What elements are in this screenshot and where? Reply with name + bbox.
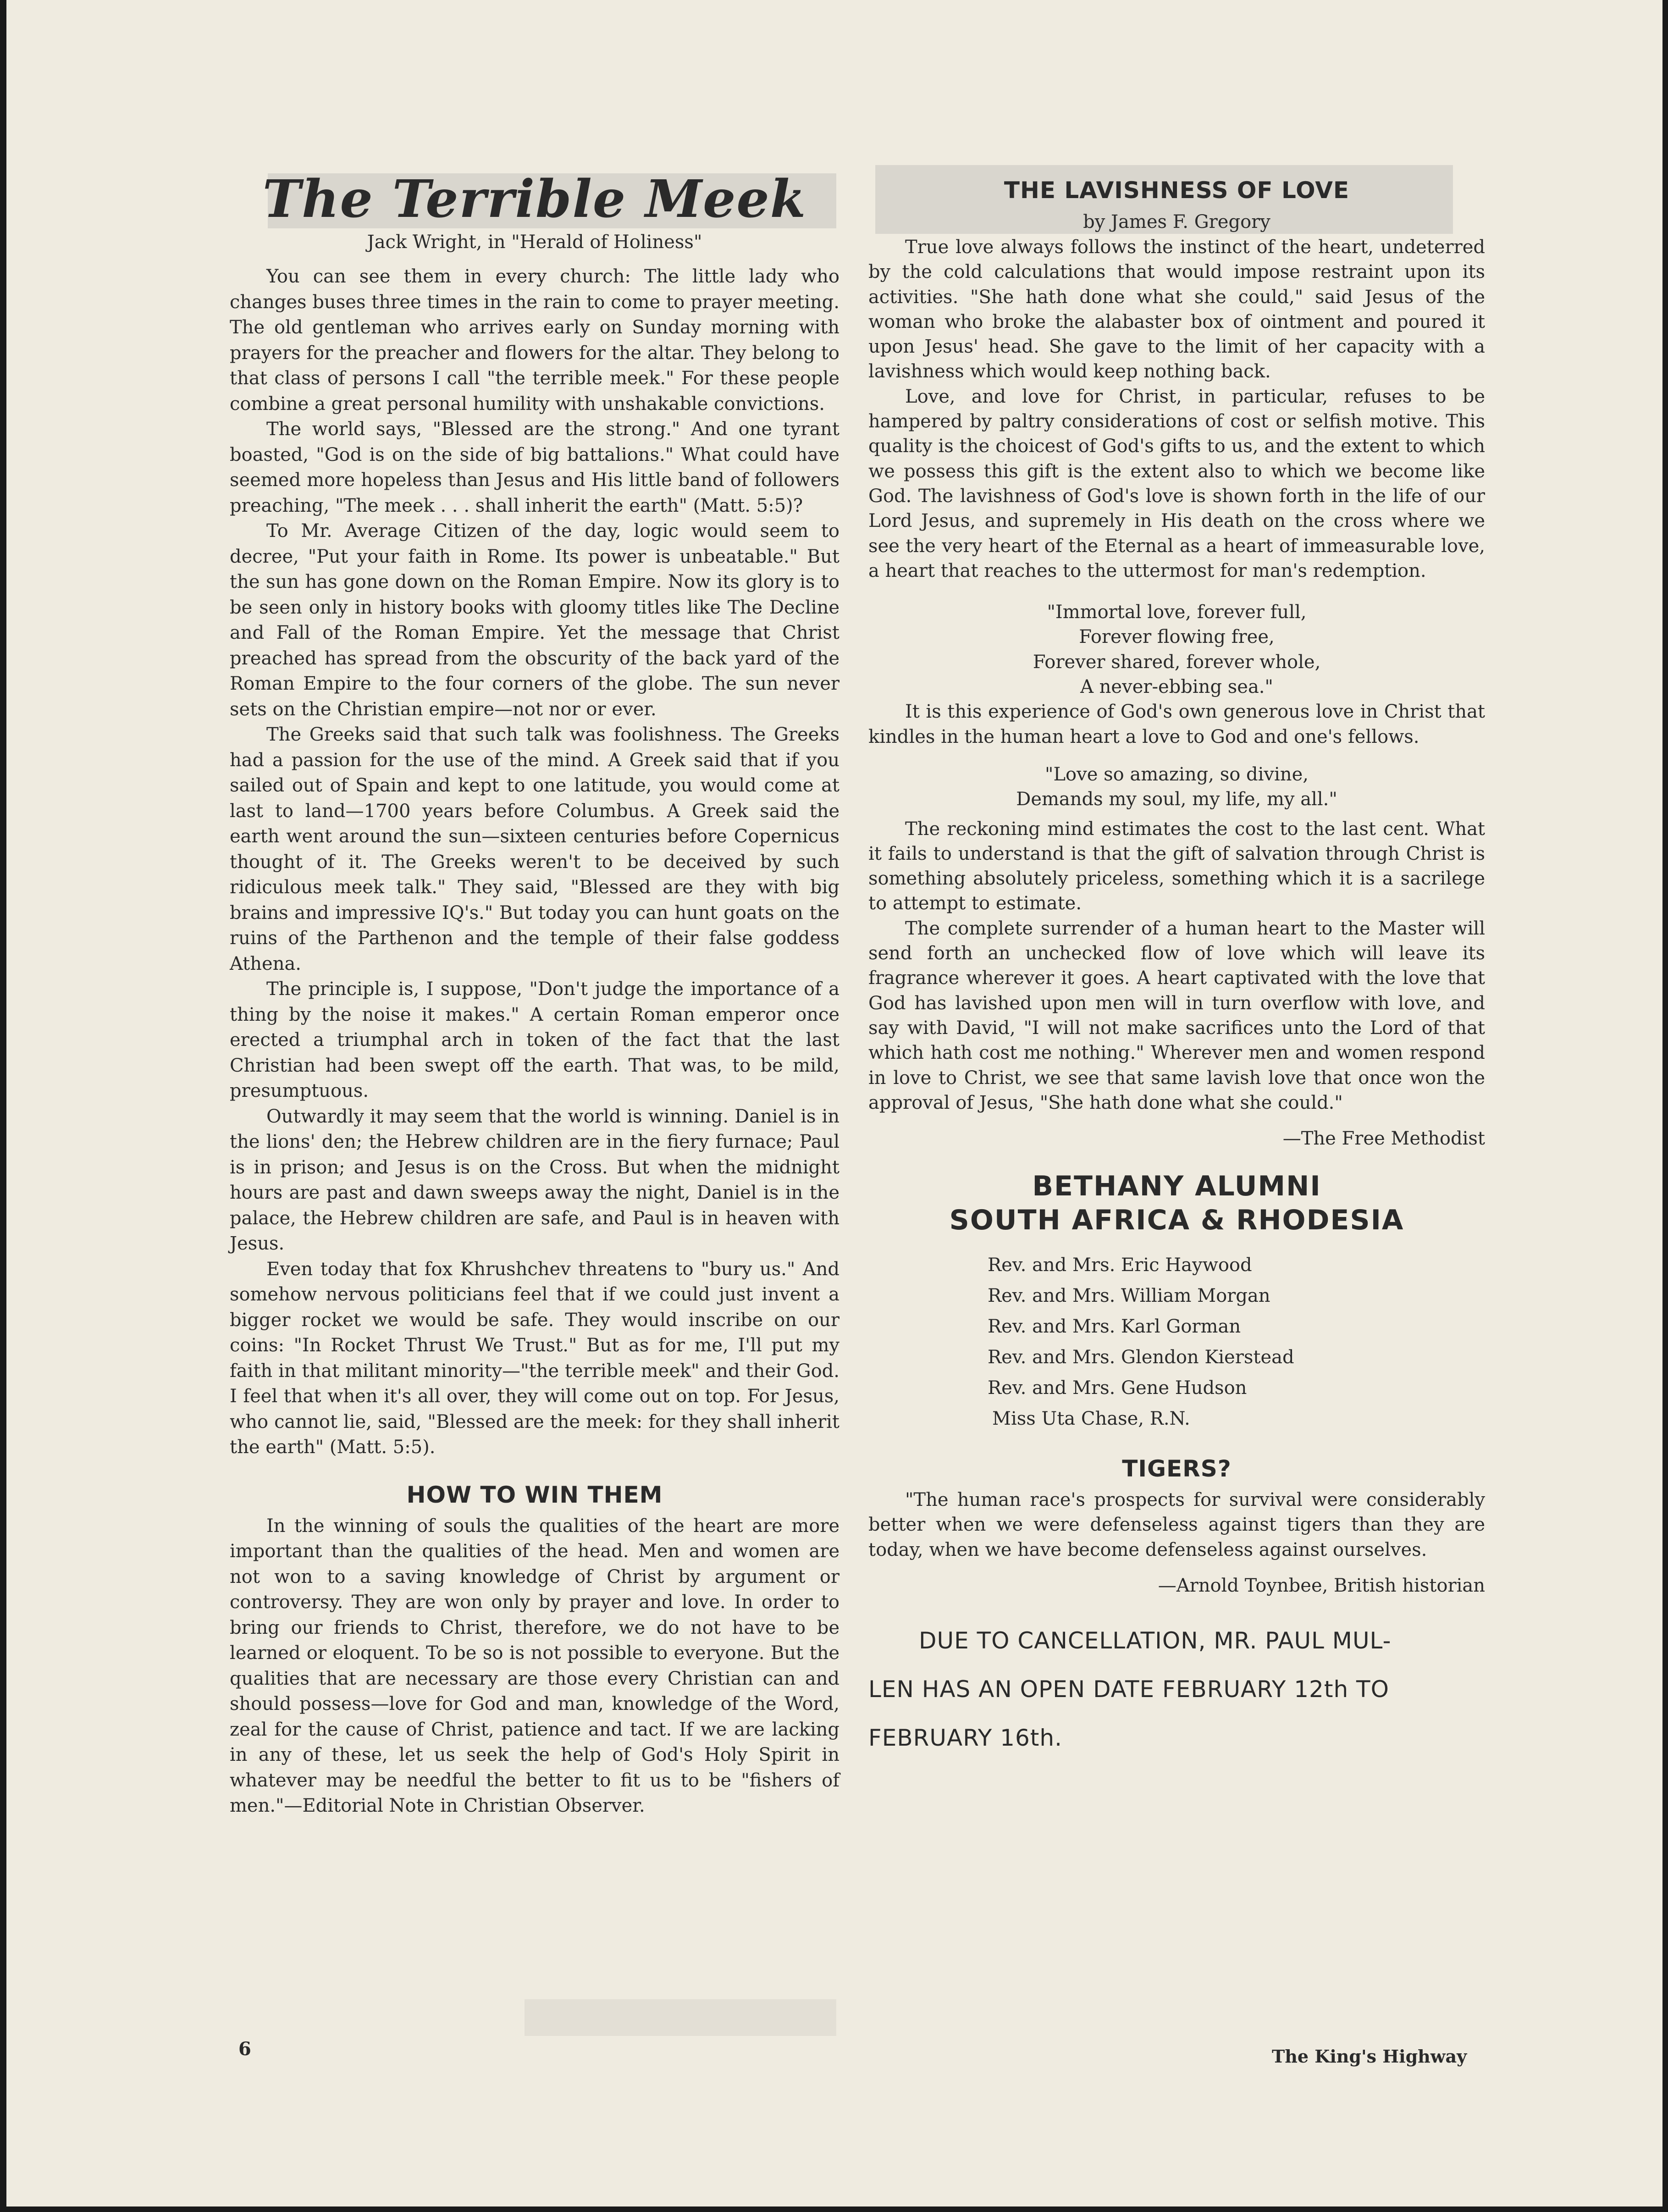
poem-line: A never-ebbing sea." [1080,676,1273,698]
alumni-name: Rev. and Mrs. Glendon Kierstead [988,1347,1294,1368]
paragraph: Outwardly it may seem that the world is winning. Daniel is in the lions' den; the Hebrew children are in the fiery furnace; Paul is in prison; and Jesus is on the Cross. But when the midnight hours are past and dawn sweeps away the night, Daniel is in the palace, the Hebrew children are safe, and Paul is in heaven with Jesus. [230,1106,840,1254]
poem-line: "Love so amazing, so divine, [1045,763,1309,785]
poem-line: Forever shared, forever whole, [1033,651,1321,673]
page-number: 6 [238,2038,251,2060]
paragraph: In the winning of souls the qualities of the heart are more important than the qualities of the head. Men and women are not won to a saving knowledge of Christ by argument or controversy. They are won only by prayer and love. In order to bring our friends to Christ, therefore, we do not have to be learned or eloquent. To be so is not possible to everyone. But the qualities that are necessary are those every Christian can and should possess—love for God and man, knowledge of the Word, zeal for the cause of Christ, patience and tact. If we are lacking in any of these, let us seek the help of God's Holy Spirit in whatever may be needful the better to fit us to be "fishers of men."—Editorial Note in Christian Observer. [230,1515,840,1816]
tigers-title: TIGERS? [1122,1455,1232,1482]
poem-line: "Immortal love, forever full, [1047,602,1307,623]
article-source: —The Free Methodist [1282,1128,1485,1150]
alumni-name: Rev. and Mrs. William Morgan [988,1285,1270,1307]
tigers-attribution: —Arnold Toynbee, British historian [1158,1575,1485,1596]
paragraph: The world says, "Blessed are the strong." And one tyrant boasted, "God is on the side of big battalions." What could have seemed more hopeless than Jesus and His little band of followers preaching, "The meek . . . shall inherit the earth" (Matt. 5:5)? [230,419,840,516]
alumni-name: Miss Uta Chase, R.N. [992,1408,1190,1430]
left-column [230,170,840,1819]
paragraph: True love always follows the instinct of the heart, undeterred by the cold calculations that would impose restraint upon its activities. "She hath done what she could," said Jesus of the woman who broke the alabaster box of ointment and poured it upon Jesus' head. She gave to the limit of her capacity with a lavishness which would keep nothing back. [868,237,1485,382]
alumni-name: Rev. and Mrs. Gene Hudson [988,1377,1247,1399]
article-title-how-to-win-them: HOW TO WIN THEM [406,1481,663,1508]
poem-quote [868,762,1485,812]
paragraph: The principle is, I suppose, "Don't judge the importance of a thing by the noise it makes." A certain Roman emperor once erected a triumphal arch in token of the fact that the last Christian had been swept off the earth. That was, to be mild, presumptuous. [230,979,840,1101]
magazine-page [6,0,1662,2206]
notice-line: LEN HAS AN OPEN DATE FEBRUARY 12th TO [868,1676,1389,1703]
tigers-quote: "The human race's prospects for survival were considerably better when we were defenseless against tigers than they are today, when we have become defenseless against ourselves. [868,1489,1485,1560]
poem-line: Forever flowing free, [1079,626,1275,648]
article-title-lavishness-of-love: THE LAVISHNESS OF LOVE [1004,177,1350,204]
alumni-name: Rev. and Mrs. Karl Gorman [988,1316,1241,1338]
alumni-title-line2: SOUTH AFRICA & RHODESIA [949,1204,1404,1237]
poem-quote [868,600,1485,699]
bleed-through-bottom [525,1999,836,2036]
paragraph: Love, and love for Christ, in particular, refuses to be hampered by paltry considerations of cost or selfish motive. This quality is the choicest of God's gifts to us, and the extent to which we possess this gift is the extent also to which we become like God. The lavishness of God's love is shown forth in the life of our Lord Jesus, and supremely in His death on the cross where we see the very heart of the Eternal as a heart of immeasurable love, a heart that reaches to the uttermost for man's redemption. [868,386,1485,581]
paragraph: You can see them in every church: The little lady who changes buses three times in the rain to come to prayer meeting. The old gentleman who arrives early on Sunday morning with prayers for the preacher and flowers for the altar. They belong to that class of persons I call "the terrible meek." For these people combine a great personal humility with unshakable convictions. [230,266,840,415]
article-byline: by James F. Gregory [1083,211,1270,232]
paragraph: The complete surrender of a human heart to the Master will send forth an unchecked flow of love which will leave its fragrance wherever it goes. A heart captivated with the love that God has lavished upon men will in turn overflow with love, and say with David, "I will not make sacrifices unto the Lord of that which hath cost me nothing." Wherever men and women respond in love to Christ, we see that same lavish love that once won the approval of Jesus, "She hath done what she could." [868,918,1485,1113]
alumni-list [988,1250,1485,1434]
paragraph: The Greeks said that such talk was foolishness. The Greeks had a passion for the use of the mind. A Greek said that if you sailed out of Spain and kept to one latitude, you would come at last to land—1700 years before Columbus. A Greek said the earth went around the sun—sixteen centuries before Copernicus thought of it. The Greeks weren't to be deceived by such ridiculous meek talk." They said, "Blessed are they with big brains and impressive IQ's." But today you can hunt goats on the ruins of the Parthenon and the temple of their false goddess Athena. [230,724,840,974]
paragraph: Even today that fox Khrushchev threatens to "bury us." And somehow nervous politicians feel that if we could just invent a bigger rocket we would be safe. They would inscribe on our coins: "In Rocket Thrust We Trust." But as for me, I'll put my faith in that militant minority—"the terrible meek" and their God. I feel that when it's all over, they will come out on top. For Jesus, who cannot lie, said, "Blessed are the meek: for they shall inherit the earth" (Matt. 5:5). [230,1258,840,1458]
article-title-terrible-meek: The Terrible Meek [262,169,807,229]
paragraph: To Mr. Average Citizen of the day, logic would seem to decree, "Put your faith in Rome. Its power is unbeatable." But the sun has gone down on the Roman Empire. Now its glory is to be seen only in history books with gloomy titles like The Decline and Fall of the Roman Empire. Yet the message that Christ preached has spread from the obscurity of the back yard of the Roman Empire to the four corners of the globe. The sun never sets on the Christian empire—not nor or ever. [230,520,840,720]
publication-footer: The King's Highway [1272,2046,1467,2067]
notice-line: FEBRUARY 16th. [868,1724,1062,1751]
article-byline: Jack Wright, in "Herald of Holiness" [367,232,702,253]
cancellation-notice [868,1616,1485,1762]
poem-line: Demands my soul, my life, my all." [1016,789,1337,810]
right-column [868,170,1485,1762]
paragraph: It is this experience of God's own generous love in Christ that kindles in the human heart a love to God and one's fellows. [868,701,1485,747]
paragraph: The reckoning mind estimates the cost to the last cent. What it fails to understand is that the gift of salvation through Christ is something absolutely priceless, something which it is a sacrilege to attempt to estimate. [868,818,1485,914]
alumni-title-line1: BETHANY ALUMNI [1032,1170,1321,1203]
alumni-name: Rev. and Mrs. Eric Haywood [988,1255,1252,1276]
notice-line: DUE TO CANCELLATION, MR. PAUL MUL- [919,1627,1392,1654]
